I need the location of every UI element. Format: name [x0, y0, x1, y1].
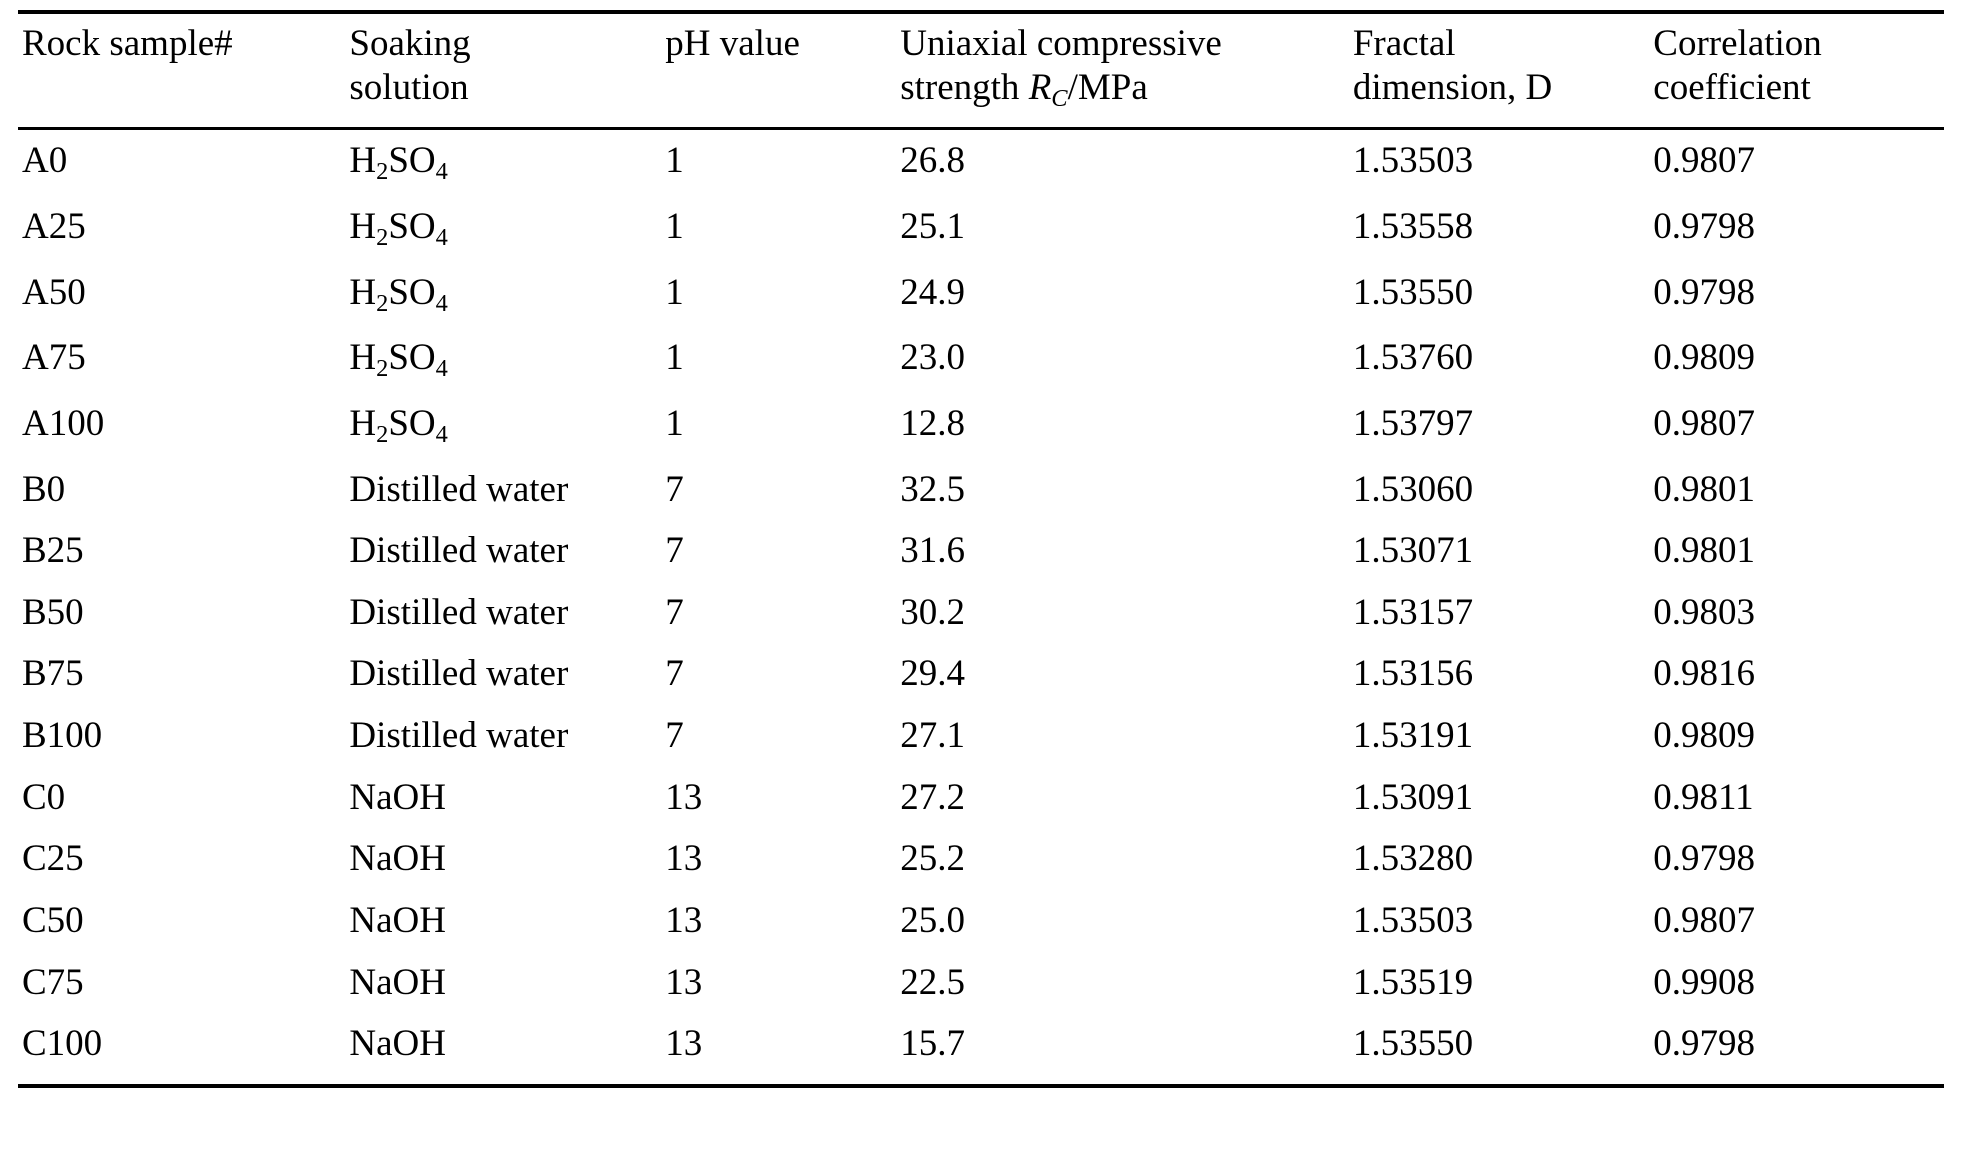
cell-ph-value: 13 [665, 1023, 703, 1065]
table-row [18, 129, 1944, 196]
column-header-correlation-line2: coefficient [1653, 66, 1811, 108]
cell-rock-sample: B25 [22, 530, 84, 572]
cell-fractal-dimension: 1.53071 [1352, 530, 1474, 572]
cell-rock-sample: C25 [22, 838, 84, 880]
cell-ph-value: 1 [665, 402, 684, 444]
cell-correlation-coefficient: 0.9816 [1653, 653, 1756, 695]
cell-ph-value: 1 [665, 140, 684, 182]
column-header-uniaxial-compressive-strength [896, 12, 1349, 129]
rock-sample-results-table [18, 10, 1944, 1088]
cell-rock-sample: B75 [22, 653, 84, 695]
cell-soaking-solution: Distilled water [349, 653, 569, 695]
table-row [18, 582, 1944, 644]
cell-uniaxial-compressive-strength: 15.7 [900, 1023, 965, 1065]
cell-fractal-dimension: 1.53156 [1352, 653, 1474, 695]
table-row [18, 643, 1944, 705]
table-row [18, 767, 1944, 829]
table-header-row [18, 12, 1944, 129]
table-row [18, 828, 1944, 890]
table-row [18, 890, 1944, 952]
cell-fractal-dimension: 1.53797 [1352, 402, 1474, 444]
table-body [18, 129, 1944, 1086]
column-header-strength-line1: Uniaxial compressive [900, 23, 1222, 64]
cell-correlation-coefficient: 0.9798 [1653, 205, 1756, 247]
cell-correlation-coefficient: 0.9798 [1653, 1023, 1756, 1065]
column-header-rock-sample-line1: Rock sample# [22, 23, 233, 64]
cell-soaking-solution: NaOH [349, 961, 446, 1003]
cell-rock-sample: A50 [22, 271, 86, 313]
cell-fractal-dimension: 1.53191 [1352, 715, 1474, 757]
cell-ph-value: 1 [665, 205, 684, 247]
cell-ph-value: 7 [665, 591, 684, 633]
cell-uniaxial-compressive-strength: 26.8 [900, 140, 965, 182]
table-row [18, 196, 1944, 262]
cell-rock-sample: C75 [22, 961, 84, 1003]
subscript-4: 4 [435, 289, 448, 317]
column-header-strength-line2: strength $R_C$/MPa [900, 66, 1148, 112]
cell-correlation-coefficient: 0.9801 [1653, 468, 1756, 510]
cell-soaking-solution: NaOH [349, 900, 446, 942]
cell-fractal-dimension: 1.53503 [1352, 140, 1474, 182]
cell-correlation-coefficient: 0.9809 [1653, 715, 1756, 757]
cell-fractal-dimension: 1.53157 [1352, 591, 1474, 633]
cell-uniaxial-compressive-strength: 25.1 [900, 205, 965, 247]
cell-fractal-dimension: 1.53060 [1352, 468, 1474, 510]
cell-uniaxial-compressive-strength: 24.9 [900, 271, 965, 313]
cell-fractal-dimension: 1.53558 [1352, 205, 1474, 247]
table-row [18, 520, 1944, 582]
cell-ph-value: 7 [665, 530, 684, 572]
column-header-ph-value [661, 12, 896, 129]
cell-rock-sample: A25 [22, 205, 86, 247]
cell-fractal-dimension: 1.53550 [1352, 1023, 1474, 1065]
cell-ph-value: 7 [665, 715, 684, 757]
cell-soaking-solution: NaOH [349, 838, 446, 880]
column-header-fractal-line2: dimension, D [1352, 66, 1553, 108]
cell-soaking-solution: Distilled water [349, 468, 569, 510]
cell-fractal-dimension: 1.53503 [1352, 900, 1474, 942]
table-row [18, 327, 1944, 393]
cell-correlation-coefficient: 0.9807 [1653, 140, 1756, 182]
cell-correlation-coefficient: 0.9908 [1653, 961, 1756, 1003]
cell-ph-value: 13 [665, 900, 703, 942]
cell-rock-sample: B0 [22, 468, 66, 510]
cell-rock-sample: A0 [22, 140, 68, 182]
cell-correlation-coefficient: 0.9809 [1653, 337, 1756, 379]
cell-rock-sample: A100 [22, 402, 105, 444]
subscript-2: 2 [376, 223, 389, 251]
cell-uniaxial-compressive-strength: 23.0 [900, 337, 965, 379]
column-header-correlation-line1: Correlation [1653, 23, 1822, 64]
subscript-4: 4 [435, 355, 448, 383]
subscript-2: 2 [376, 420, 389, 448]
column-header-soaking-solution-line1: Soaking [349, 23, 471, 64]
table-row [18, 1013, 1944, 1086]
cell-uniaxial-compressive-strength: 30.2 [900, 591, 965, 633]
column-header-fractal-line1: Fractal [1352, 23, 1456, 64]
cell-soaking-solution: $H_2SO_4$ [349, 140, 448, 186]
cell-ph-value: 7 [665, 468, 684, 510]
subscript-2: 2 [376, 355, 389, 383]
subscript-2: 2 [376, 289, 389, 317]
cell-correlation-coefficient: 0.9807 [1653, 402, 1756, 444]
cell-soaking-solution: $H_2SO_4$ [349, 205, 448, 251]
cell-fractal-dimension: 1.53091 [1352, 776, 1474, 818]
cell-correlation-coefficient: 0.9801 [1653, 530, 1756, 572]
cell-soaking-solution: NaOH [349, 776, 446, 818]
column-header-fractal-dimension [1349, 12, 1649, 129]
cell-uniaxial-compressive-strength: 29.4 [900, 653, 965, 695]
table-header [18, 12, 1944, 129]
subscript-4: 4 [435, 158, 448, 186]
cell-uniaxial-compressive-strength: 12.8 [900, 402, 965, 444]
subscript-4: 4 [435, 420, 448, 448]
subscript-2: 2 [376, 158, 389, 186]
cell-soaking-solution: NaOH [349, 1023, 446, 1065]
cell-soaking-solution: Distilled water [349, 530, 569, 572]
cell-rock-sample: C100 [22, 1023, 103, 1065]
cell-fractal-dimension: 1.53550 [1352, 271, 1474, 313]
cell-uniaxial-compressive-strength: 31.6 [900, 530, 965, 572]
cell-fractal-dimension: 1.53280 [1352, 838, 1474, 880]
column-header-correlation-coefficient [1649, 12, 1944, 129]
cell-rock-sample: A75 [22, 337, 86, 379]
cell-rock-sample: C50 [22, 900, 84, 942]
cell-ph-value: 1 [665, 337, 684, 379]
cell-correlation-coefficient: 0.9798 [1653, 271, 1756, 313]
cell-correlation-coefficient: 0.9803 [1653, 591, 1756, 633]
cell-uniaxial-compressive-strength: 27.1 [900, 715, 965, 757]
cell-uniaxial-compressive-strength: 32.5 [900, 468, 965, 510]
table-row [18, 952, 1944, 1014]
cell-soaking-solution: $H_2SO_4$ [349, 337, 448, 383]
cell-soaking-solution: $H_2SO_4$ [349, 402, 448, 448]
symbol-R: R [1028, 66, 1052, 108]
cell-ph-value: 13 [665, 838, 703, 880]
cell-uniaxial-compressive-strength: 25.0 [900, 900, 965, 942]
cell-fractal-dimension: 1.53519 [1352, 961, 1474, 1003]
cell-rock-sample: C0 [22, 776, 66, 818]
cell-uniaxial-compressive-strength: 22.5 [900, 961, 965, 1003]
table-row [18, 262, 1944, 328]
table-row [18, 393, 1944, 459]
table-row [18, 705, 1944, 767]
cell-uniaxial-compressive-strength: 25.2 [900, 838, 965, 880]
cell-fractal-dimension: 1.53760 [1352, 337, 1474, 379]
cell-correlation-coefficient: 0.9807 [1653, 900, 1756, 942]
cell-rock-sample: B100 [22, 715, 103, 757]
table-row [18, 459, 1944, 521]
column-header-rock-sample [18, 12, 345, 129]
cell-ph-value: 7 [665, 653, 684, 695]
cell-uniaxial-compressive-strength: 27.2 [900, 776, 965, 818]
cell-ph-value: 13 [665, 961, 703, 1003]
cell-rock-sample: B50 [22, 591, 84, 633]
cell-soaking-solution: Distilled water [349, 591, 569, 633]
cell-correlation-coefficient: 0.9811 [1653, 776, 1754, 818]
symbol-R-subscript-C: C [1051, 84, 1068, 112]
cell-correlation-coefficient: 0.9798 [1653, 838, 1756, 880]
column-header-ph-value-line1: pH value [665, 23, 800, 64]
cell-ph-value: 13 [665, 776, 703, 818]
cell-soaking-solution: Distilled water [349, 715, 569, 757]
cell-ph-value: 1 [665, 271, 684, 313]
column-header-soaking-solution-line2: solution [349, 66, 469, 108]
cell-soaking-solution: $H_2SO_4$ [349, 271, 448, 317]
column-header-soaking-solution [345, 12, 661, 129]
subscript-4: 4 [435, 223, 448, 251]
